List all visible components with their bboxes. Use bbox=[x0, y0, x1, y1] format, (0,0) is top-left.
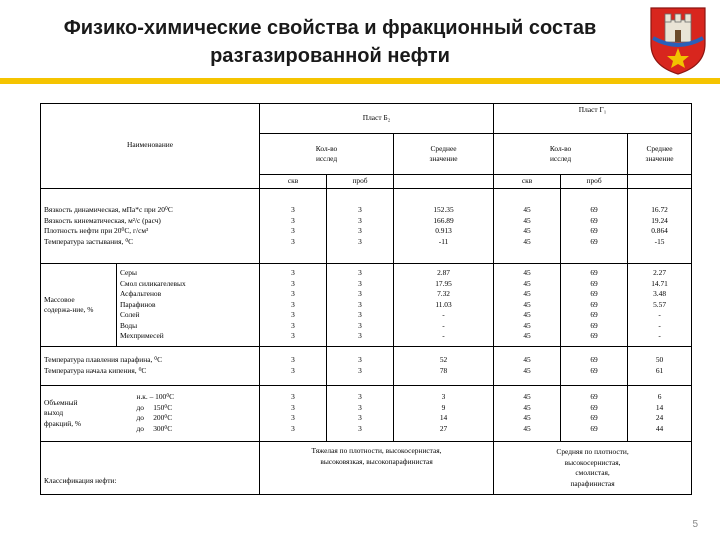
group3-b2-samples: 3 3 bbox=[327, 347, 394, 385]
page-title bbox=[20, 14, 640, 70]
header-b2-samples: проб bbox=[327, 174, 394, 188]
group3-names: Температура плавления парафина, ⁰С Температура начала кипения, ⁰С bbox=[41, 347, 260, 385]
group4-ranges: н.к. – 100⁰С до 150⁰С до 200⁰С до 300⁰С bbox=[117, 385, 260, 442]
group3-b2-wells: 3 3 bbox=[260, 347, 327, 385]
properties-table bbox=[40, 103, 692, 495]
group2-names: Серы Смол силикагелевых Асфальтенов Парафинов Солей Воды Мехпримесей bbox=[117, 264, 260, 347]
group3-g1-samples: 69 69 bbox=[561, 347, 628, 385]
group1-names: Вязкость динамическая, мПа*с при 20⁰С Вязкость кинематическая, м²/с (расч) Плотность нефти при 20⁰С, г/см³ Температура застывания, ⁰С bbox=[41, 189, 260, 264]
group4-g1-samples: 69 69 69 69 bbox=[561, 385, 628, 442]
group2-g1-wells: 45 45 45 45 45 45 45 bbox=[494, 264, 561, 347]
header-b2-count: Кол-во исслед bbox=[260, 134, 394, 175]
page-number: 5 bbox=[692, 519, 698, 530]
group1-b2-wells: 3 3 3 3 bbox=[260, 189, 327, 264]
group2-g1-avg: 2.27 14.71 3.48 5.57 - - - bbox=[628, 264, 692, 347]
header-name: Наименование bbox=[41, 104, 260, 189]
classification-label: Классификация нефти: bbox=[41, 442, 260, 495]
table-row bbox=[41, 385, 692, 442]
group3-g1-wells: 45 45 bbox=[494, 347, 561, 385]
table-row bbox=[41, 264, 692, 347]
group1-g1-wells: 45 45 45 45 bbox=[494, 189, 561, 264]
group2-b2-samples: 3 3 3 3 3 3 3 bbox=[327, 264, 394, 347]
group4-g1-wells: 45 45 45 45 bbox=[494, 385, 561, 442]
title-line-1: Физико-химические свойства и фракционный состав bbox=[63, 17, 597, 39]
group4-b2-wells: 3 3 3 3 bbox=[260, 385, 327, 442]
group4-b2-avg: 3 9 14 27 bbox=[394, 385, 494, 442]
classification-b2: Тяжелая по плотности, высокосернистая, высоковязкая, высокопарафинистая bbox=[260, 442, 494, 495]
group2-g1-samples: 69 69 69 69 69 69 69 bbox=[561, 264, 628, 347]
table-row bbox=[41, 442, 692, 495]
header-layer-b2: Пласт Б₂ bbox=[260, 104, 494, 134]
header-layer-g1: Пласт Г₁ bbox=[494, 104, 692, 134]
title-line-2: разгазированной нефти bbox=[210, 45, 450, 67]
header-g1-avg: Среднее значение bbox=[628, 134, 692, 175]
table-row bbox=[41, 189, 692, 264]
header-g1-samples: проб bbox=[561, 174, 628, 188]
group4-b2-samples: 3 3 3 3 bbox=[327, 385, 394, 442]
group2-label: Массовое содержа-ние, % bbox=[41, 264, 117, 347]
group3-b2-avg: 52 78 bbox=[394, 347, 494, 385]
group1-b2-avg: 152.35 166.89 0.913 -11 bbox=[394, 189, 494, 264]
group1-b2-samples: 3 3 3 3 bbox=[327, 189, 394, 264]
classification-g1: Средняя по плотности, высокосернистая, смолистая, парафинистая bbox=[494, 442, 692, 495]
header-g1-wells: скв bbox=[494, 174, 561, 188]
header-divider bbox=[0, 78, 720, 84]
group2-b2-wells: 3 3 3 3 3 3 3 bbox=[260, 264, 327, 347]
group4-label: Объемный выход фракций, % bbox=[41, 385, 117, 442]
table-row bbox=[41, 347, 692, 385]
header-b2-avg: Среднее значение bbox=[394, 134, 494, 175]
group4-g1-avg: 6 14 24 44 bbox=[628, 385, 692, 442]
group1-g1-avg: 16.72 19.24 0.864 -15 bbox=[628, 189, 692, 264]
group2-b2-avg: 2.87 17.95 7.32 11.03 - - - bbox=[394, 264, 494, 347]
coat-of-arms-icon bbox=[645, 4, 711, 76]
header-b2-wells: скв bbox=[260, 174, 327, 188]
group3-g1-avg: 50 61 bbox=[628, 347, 692, 385]
header-g1-count: Кол-во исслед bbox=[494, 134, 628, 175]
group1-g1-samples: 69 69 69 69 bbox=[561, 189, 628, 264]
